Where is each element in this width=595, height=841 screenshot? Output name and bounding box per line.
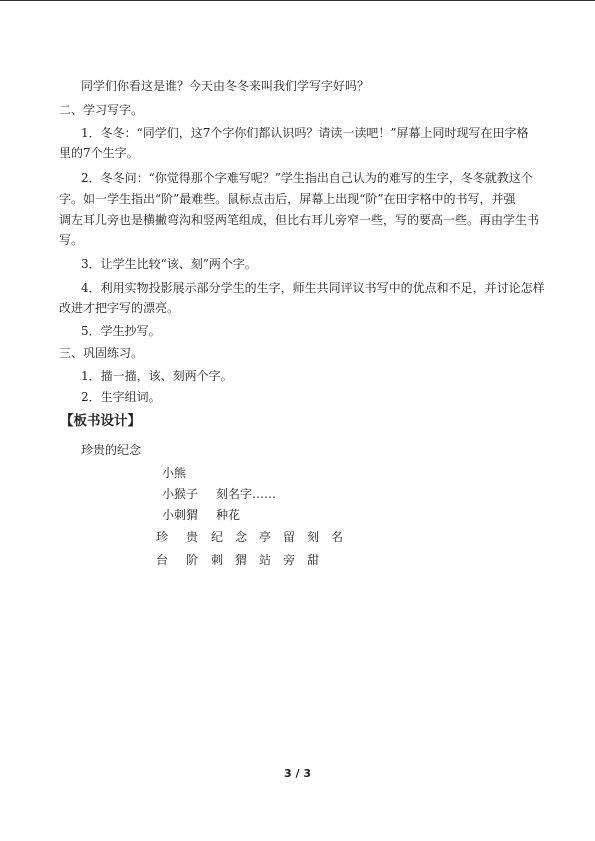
step-2-line-1: 2．冬冬问：“你觉得那个字难写呢？”学生指出自己认为的难写的生字，冬冬就教这个 <box>81 171 533 185</box>
board-design-heading: 【板书设计】 <box>60 413 141 429</box>
character: 纪 <box>211 530 224 544</box>
step-2-line-2: 字。如一学生指出“阶”最难些。鼠标点击后，屏幕上出现“阶”在田字格中的书写，并强 <box>59 192 516 206</box>
step-5: 5．学生抄写。 <box>81 324 161 338</box>
board-row-3-action: 种花 <box>216 508 241 522</box>
character: 留 <box>283 530 296 544</box>
board-row-2-name: 小猴子 <box>162 487 199 501</box>
step-1-line-2: 里的7个生字。 <box>59 146 139 160</box>
section-2-title: 二、学习写字。 <box>59 103 144 117</box>
section-3-title: 三、巩固练习。 <box>59 346 144 360</box>
character: 站 <box>259 553 272 567</box>
intro-paragraph: 同学们你看这是谁？今天由冬冬来叫我们学写字好吗？ <box>81 79 370 93</box>
page-number: 3 / 3 <box>284 767 311 780</box>
character: 刻 <box>307 530 320 544</box>
character: 念 <box>235 530 248 544</box>
character: 台 <box>156 553 169 567</box>
character: 名 <box>331 530 344 544</box>
board-row-3-name: 小刺猬 <box>162 508 199 522</box>
character: 猬 <box>235 553 248 567</box>
character: 亭 <box>259 530 272 544</box>
board-title: 珍贵的纪念 <box>81 443 142 457</box>
character: 旁 <box>283 553 296 567</box>
step-4-line-1: 4．利用实物投影展示部分学生的生字，师生共同评议书写中的优点和不足，并讨论怎样 <box>81 281 545 295</box>
character: 甜 <box>307 553 320 567</box>
character: 珍 <box>156 530 169 544</box>
board-row-1: 小熊 <box>162 466 187 480</box>
page-top-rule <box>0 0 595 1</box>
exercise-1: 1．描一描，该、刻两个字。 <box>81 369 233 383</box>
step-3: 3．让学生比较“该、刻”两个字。 <box>81 257 257 271</box>
step-4-line-2: 改进才把字写的漂亮。 <box>59 301 180 315</box>
character: 刺 <box>211 553 224 567</box>
character: 贵 <box>186 530 199 544</box>
step-1-line-1: 1．冬冬：“同学们，这7个字你们都认识吗？请读一读吧！”屏幕上同时现写在田字格 <box>81 126 529 140</box>
character: 阶 <box>186 553 199 567</box>
exercise-2: 2．生字组词。 <box>81 390 161 404</box>
board-row-2-action: 刻名字…… <box>216 487 277 501</box>
step-2-line-3: 调左耳儿旁也是横撇弯沟和竖两笔组成，但比右耳儿旁窄一些，写的要高一些。再由学生书 <box>59 213 540 227</box>
step-2-line-4: 写。 <box>59 233 84 247</box>
